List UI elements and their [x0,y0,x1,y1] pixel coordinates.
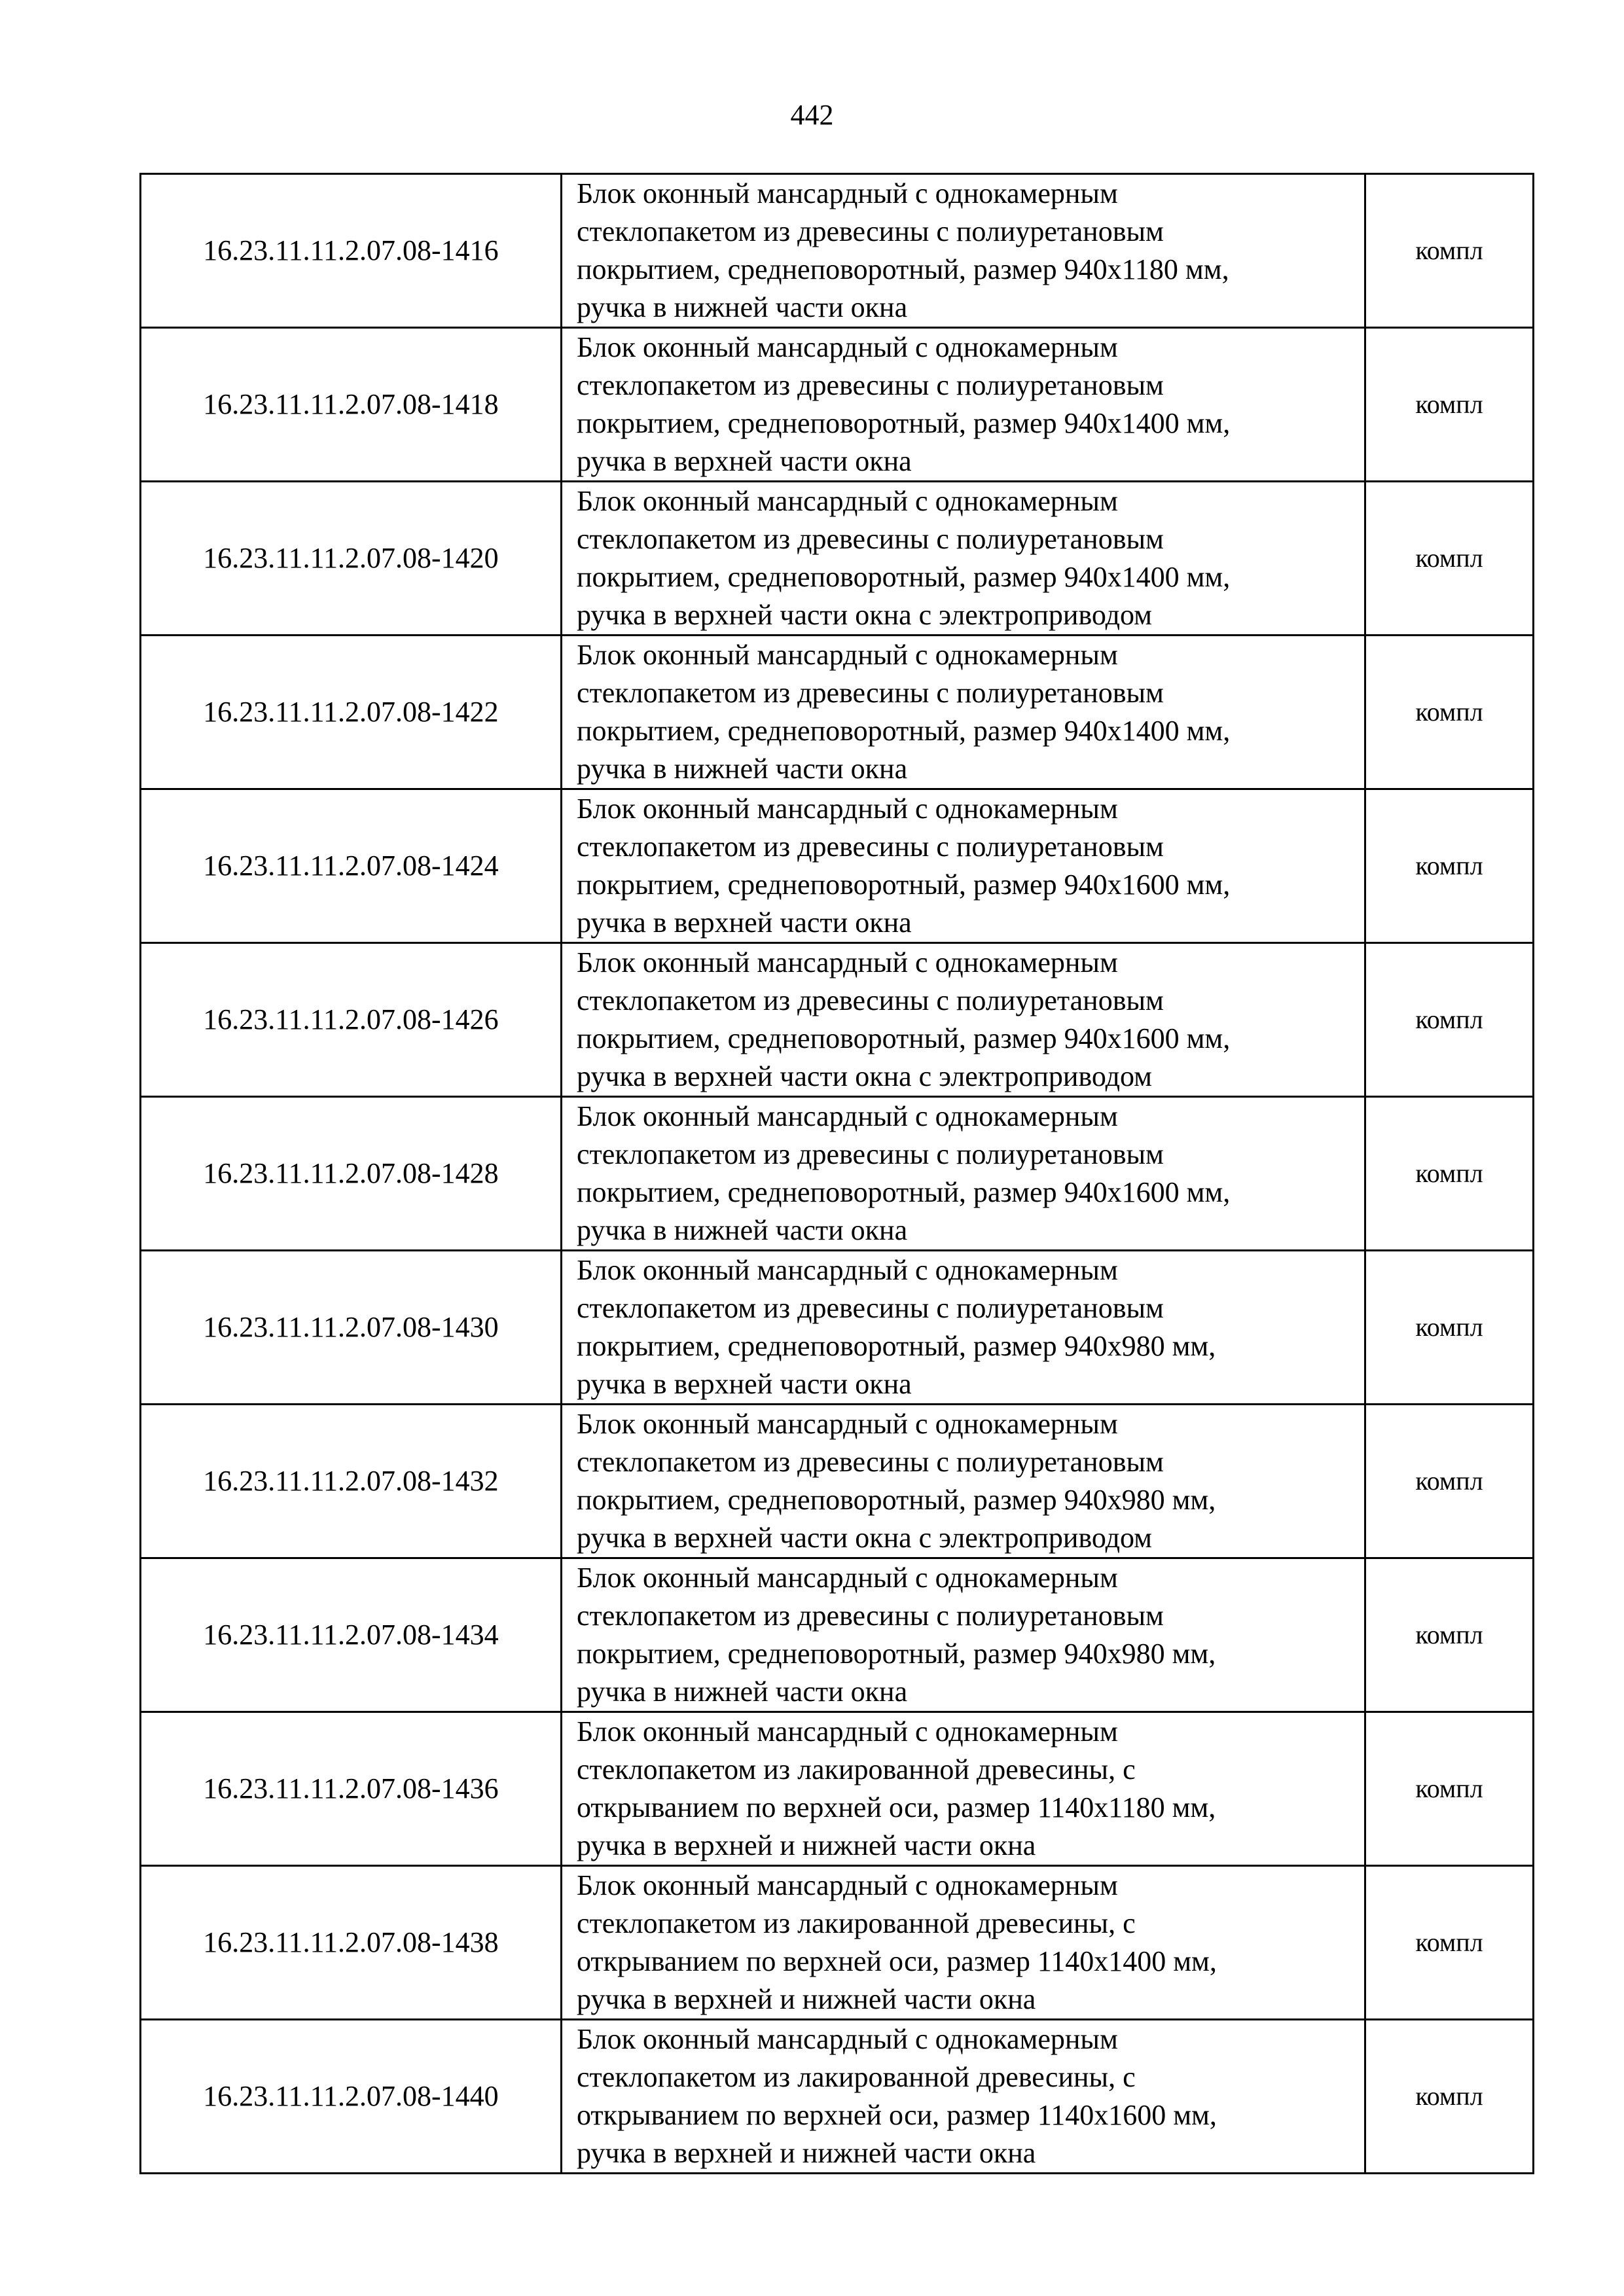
description-line: ручка в верхней части окна [577,906,912,939]
description-line: стеклопакетом из древесины с полиуретановым [577,1600,1164,1632]
resource-description-cell [562,789,1365,943]
table-row [141,1405,1534,1558]
description-line: Блок оконный мансардный с однокамерным [577,1715,1118,1748]
resource-description-cell [562,1866,1365,2020]
description-line: покрытием, среднеповоротный, размер 940х1600 мм, [577,1176,1231,1208]
description-line: ручка в верхней части окна [577,1368,912,1400]
description-line: ручка в нижней части окна [577,753,908,785]
description-line: покрытием, среднеповоротный, размер 940х1180 мм, [577,253,1229,285]
resource-code-cell: 16.23.11.11.2.07.08-1418 [141,328,562,482]
description-line: покрытием, среднеповоротный, размер 940х980 мм, [577,1484,1216,1516]
table-row [141,1866,1534,2020]
resource-description-cell [562,1712,1365,1866]
description-line: Блок оконный мансардный с однокамерным [577,946,1118,978]
resource-description-cell [562,636,1365,789]
description-line: открыванием по верхней оси, размер 1140х1180 мм, [577,1791,1216,1823]
resource-description-cell [562,1405,1365,1558]
description-line: Блок оконный мансардный с однокамерным [577,1869,1118,1901]
description-line: стеклопакетом из лакированной древесины, с [577,1753,1136,1785]
table-row [141,789,1534,943]
description-line: покрытием, среднеповоротный, размер 940х1600 мм, [577,869,1231,901]
description-line: Блок оконный мансардный с однокамерным [577,1100,1118,1132]
unit-cell: компл [1365,2020,1534,2174]
table-row [141,636,1534,789]
resource-code-cell: 16.23.11.11.2.07.08-1422 [141,636,562,789]
description-line: стеклопакетом из древесины с полиуретановым [577,1446,1164,1478]
description-line: открыванием по верхней оси, размер 1140х1600 мм, [577,2099,1217,2131]
description-line: Блок оконный мансардный с однокамерным [577,1254,1118,1286]
table-row [141,943,1534,1097]
table-body [141,174,1534,2174]
description-line: Блок оконный мансардный с однокамерным [577,2023,1118,2055]
description-line: ручка в верхней и нижней части окна [577,1829,1036,1861]
description-line: покрытием, среднеповоротный, размер 940х1600 мм, [577,1022,1231,1054]
unit-cell: компл [1365,174,1534,328]
description-line: стеклопакетом из лакированной древесины, с [577,1907,1136,1939]
resource-description-cell [562,943,1365,1097]
table-row [141,2020,1534,2174]
unit-cell: компл [1365,1712,1534,1866]
resource-table [139,173,1534,2174]
unit-cell: компл [1365,328,1534,482]
resource-description-cell [562,2020,1365,2174]
unit-cell: компл [1365,1251,1534,1405]
description-line: ручка в верхней части окна [577,445,912,477]
unit-cell: компл [1365,789,1534,943]
description-line: ручка в верхней и нижней части окна [577,1983,1036,2015]
description-line: стеклопакетом из древесины с полиуретановым [577,831,1164,863]
unit-cell: компл [1365,1866,1534,2020]
description-line: покрытием, среднеповоротный, размер 940х980 мм, [577,1330,1216,1362]
unit-cell: компл [1365,1405,1534,1558]
page-number: 442 [790,99,834,131]
resource-description-cell [562,328,1365,482]
description-line: ручка в верхней и нижней части окна [577,2137,1036,2169]
description-line: Блок оконный мансардный с однокамерным [577,639,1118,671]
description-line: Блок оконный мансардный с однокамерным [577,793,1118,825]
resource-code-cell: 16.23.11.11.2.07.08-1430 [141,1251,562,1405]
unit-cell: компл [1365,1558,1534,1712]
description-line: покрытием, среднеповоротный, размер 940х980 мм, [577,1638,1216,1670]
table-row [141,482,1534,636]
description-line: стеклопакетом из древесины с полиуретановым [577,1138,1164,1170]
resource-code-cell: 16.23.11.11.2.07.08-1440 [141,2020,562,2174]
description-line: стеклопакетом из древесины с полиуретановым [577,523,1164,555]
description-line: ручка в нижней части окна [577,291,908,323]
description-line: ручка в верхней части окна с электроприводом [577,599,1153,631]
description-line: ручка в верхней части окна с электроприводом [577,1060,1153,1092]
table-row [141,328,1534,482]
resource-code-cell: 16.23.11.11.2.07.08-1434 [141,1558,562,1712]
description-line: Блок оконный мансардный с однокамерным [577,1408,1118,1440]
description-line: ручка в верхней части окна с электроприводом [577,1522,1153,1554]
resource-code-cell: 16.23.11.11.2.07.08-1438 [141,1866,562,2020]
description-line: Блок оконный мансардный с однокамерным [577,331,1118,363]
description-line: открыванием по верхней оси, размер 1140х1400 мм, [577,1945,1217,1977]
unit-cell: компл [1365,482,1534,636]
description-line: стеклопакетом из лакированной древесины, с [577,2061,1136,2093]
resource-description-cell [562,174,1365,328]
resource-description-cell [562,1251,1365,1405]
resource-description-cell [562,482,1365,636]
resource-description-cell [562,1097,1365,1251]
description-line: Блок оконный мансардный с однокамерным [577,485,1118,517]
description-line: ручка в нижней части окна [577,1676,908,1708]
description-line: покрытием, среднеповоротный, размер 940х1400 мм, [577,561,1231,593]
description-line: ручка в нижней части окна [577,1214,908,1246]
description-line: стеклопакетом из древесины с полиуретановым [577,215,1164,247]
description-line: стеклопакетом из древесины с полиуретановым [577,984,1164,1016]
description-line: Блок оконный мансардный с однокамерным [577,177,1118,209]
resource-code-cell: 16.23.11.11.2.07.08-1426 [141,943,562,1097]
resource-code-cell: 16.23.11.11.2.07.08-1416 [141,174,562,328]
description-line: покрытием, среднеповоротный, размер 940х1400 мм, [577,407,1231,439]
description-line: стеклопакетом из древесины с полиуретановым [577,369,1164,401]
description-line: покрытием, среднеповоротный, размер 940х1400 мм, [577,715,1231,747]
resource-code-cell: 16.23.11.11.2.07.08-1424 [141,789,562,943]
description-line: стеклопакетом из древесины с полиуретановым [577,1292,1164,1324]
table-row [141,1097,1534,1251]
resource-description-cell [562,1558,1365,1712]
table-row [141,1251,1534,1405]
description-line: Блок оконный мансардный с однокамерным [577,1562,1118,1594]
table-row [141,1712,1534,1866]
unit-cell: компл [1365,636,1534,789]
table-row [141,1558,1534,1712]
unit-cell: компл [1365,943,1534,1097]
description-line: стеклопакетом из древесины с полиуретановым [577,677,1164,709]
table-row [141,174,1534,328]
resource-code-cell: 16.23.11.11.2.07.08-1428 [141,1097,562,1251]
resource-code-cell: 16.23.11.11.2.07.08-1420 [141,482,562,636]
resource-code-cell: 16.23.11.11.2.07.08-1432 [141,1405,562,1558]
resource-code-cell: 16.23.11.11.2.07.08-1436 [141,1712,562,1866]
unit-cell: компл [1365,1097,1534,1251]
